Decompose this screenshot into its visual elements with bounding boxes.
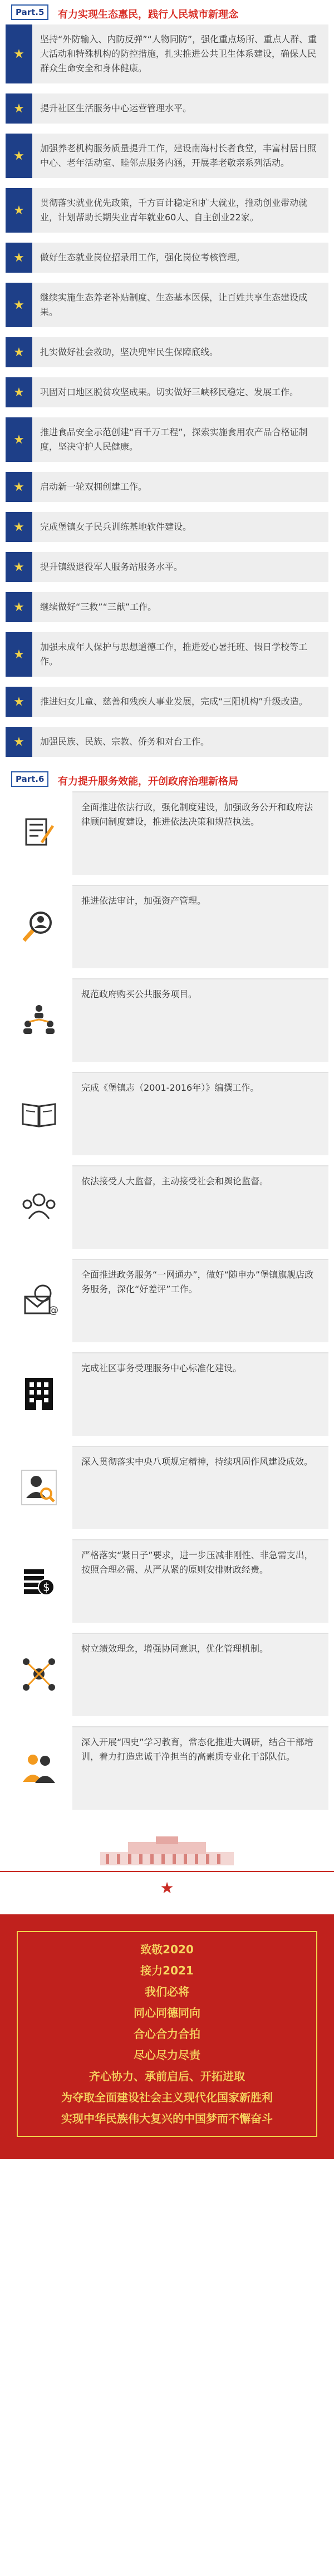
- closing-line: 致敬2020: [140, 1943, 194, 1956]
- star-icon: ★: [6, 283, 32, 327]
- star-icon: ★: [6, 472, 32, 502]
- star-icon: ★: [6, 632, 32, 677]
- section5-item: [6, 592, 328, 622]
- banner-divider: [0, 1871, 334, 1872]
- section6-row: [6, 885, 328, 968]
- section5-item-text: 做好生态就业岗位招录用工作，强化岗位考核管理。: [40, 252, 245, 263]
- star-icon: ★: [6, 687, 32, 717]
- star-icon: ★: [6, 552, 32, 582]
- people-group-icon: [6, 1165, 72, 1249]
- closing-frame: [17, 1931, 317, 2137]
- section6-row: [6, 1633, 328, 1716]
- closing-line: 齐心协力、承前启后、开拓进取: [89, 2070, 245, 2083]
- star-icon: ★: [6, 377, 32, 407]
- section6-row-text: 树立绩效理念，增强协同意识，优化管理机制。: [72, 1633, 328, 1716]
- section5-item: [6, 472, 328, 502]
- star-icon: ★: [6, 24, 32, 83]
- star-icon: ★: [6, 417, 32, 462]
- section5-item: [6, 24, 328, 83]
- section6-row: [6, 1072, 328, 1155]
- section5-item-text: 推进食品安全示范创建“百千万工程”，探索实施食用农产品合格证制度，坚决守护人民健康。: [40, 427, 308, 452]
- section5-item-text: 继续做好“三救”“三献”工作。: [40, 602, 157, 612]
- closing-line: 我们必将: [145, 1985, 189, 1998]
- closing-line: 为夺取全面建设社会主义现代化国家新胜利: [61, 2091, 273, 2104]
- star-icon: ★: [160, 1879, 174, 1897]
- section5-item-text: 加强养老机构服务质量提升工作，建设南海村长者食堂，丰富村居日照中心、老年活动室、睦邻点服务内涵，开展孝老敬亲系列活动。: [40, 143, 317, 168]
- section5-badge: Part.5: [11, 4, 48, 20]
- section5-item: [6, 552, 328, 582]
- section6-row: [6, 978, 328, 1062]
- star-icon: ★: [6, 337, 32, 367]
- section5-item-text: 启动新一轮双拥创建工作。: [40, 481, 148, 492]
- magnifier-head-icon: [6, 885, 72, 968]
- svg-text:$: $: [43, 1580, 50, 1594]
- open-book-icon: [6, 1072, 72, 1155]
- star-icon: ★: [6, 243, 32, 273]
- people-network-icon: [6, 978, 72, 1062]
- section6-header: [4, 767, 330, 791]
- section5-item-text: 完成堡镇女子民兵训练基地软件建设。: [40, 521, 192, 532]
- star-icon: ★: [6, 592, 32, 622]
- section5-title: 有力实现生态惠民，践行人民城市新理念: [58, 9, 238, 21]
- section5-item-text: 贯彻落实就业优先政策，千方百计稳定和扩大就业，推动创业带动就业，计划帮助长期失业青年就业60人、自主创业22家。: [40, 198, 308, 223]
- section6-row-text: 依法接受人大监督，主动接受社会和舆论监督。: [72, 1165, 328, 1249]
- hall-illustration-icon: [95, 1835, 239, 1869]
- money-stack-icon: [6, 1539, 72, 1623]
- org-chart-icon: [6, 1633, 72, 1716]
- section5-item: [6, 727, 328, 757]
- section5-item: [6, 134, 328, 178]
- section6-row-text: 全面推进政务服务“一网通办”，做好“随申办”堡镇旗舰店政务服务，深化“好差评”工作。: [72, 1259, 328, 1342]
- section5-item: [6, 243, 328, 273]
- person-search-icon: [6, 1446, 72, 1529]
- section6-row: [6, 1165, 328, 1249]
- section5-item: [6, 283, 328, 327]
- star-icon: ★: [6, 93, 32, 124]
- section5-item: [6, 337, 328, 367]
- section6-row: [6, 1259, 328, 1342]
- closing-line: 合心合力合拍: [134, 2027, 200, 2041]
- section6-row-text: 规范政府购买公共服务项目。: [72, 978, 328, 1062]
- section5-item: [6, 417, 328, 462]
- section5-item-text: 继续实施生态养老补贴制度、生态基本医保，让百姓共享生态建设成果。: [40, 292, 308, 317]
- section6-row: [6, 1446, 328, 1529]
- section5-header: [4, 0, 330, 24]
- section6-badge: Part.6: [11, 771, 48, 787]
- star-icon: ★: [6, 512, 32, 542]
- section6-row-text: 深入贯彻落实中央八项规定精神，持续巩固作风建设成效。: [72, 1446, 328, 1529]
- section5-item: [6, 632, 328, 677]
- section5-item-text: 扎实做好社会救助，坚决兜牢民生保障底线。: [40, 347, 219, 357]
- section5-item-text: 提升社区生活服务中心运营管理水平。: [40, 103, 192, 114]
- section5-item-text: 加强未成年人保护与思想道德工作，推进爱心暑托班、假日学校等工作。: [40, 642, 308, 667]
- building-icon: [6, 1352, 72, 1436]
- section5-item-text: 巩固对口地区脱贫攻坚成果。切实做好三峡移民稳定、发展工作。: [40, 387, 299, 397]
- section6-row: [6, 1539, 328, 1623]
- section5-item-text: 加强民族、民族、宗教、侨务和对台工作。: [40, 736, 210, 747]
- section6-row-text: 推进依法审计，加强资产管理。: [72, 885, 328, 968]
- closing-line: 接力2021: [140, 1964, 194, 1977]
- section6-row: [6, 1352, 328, 1436]
- closing-banner: [0, 1914, 334, 2159]
- section6-row-text: 严格落实“紧日子”要求，进一步压减非刚性、非急需支出，按照合理必需、从严从紧的原则安排财政经费。: [72, 1539, 328, 1623]
- section6-list: [0, 791, 334, 1810]
- closing-line: 尽心尽力尽责: [134, 2048, 200, 2062]
- two-people-icon: [6, 1726, 72, 1810]
- section6-row: [6, 791, 328, 875]
- section6-row-text: 完成《堡镇志（2001-2016年）》编撰工作。: [72, 1072, 328, 1155]
- section5-item: [6, 188, 328, 233]
- star-icon: ★: [6, 134, 32, 178]
- section6-title: 有力提升服务效能，开创政府治理新格局: [58, 776, 238, 787]
- section6-row-text: 完成社区事务受理服务中心标准化建设。: [72, 1352, 328, 1436]
- closing-line: 同心同德同向: [134, 2006, 200, 2020]
- section6-row-text: 全面推进依法行政，强化制度建设，加强政务公开和政府法律顾问制度建设，推进依法决策和规范执法。: [72, 791, 328, 875]
- closing-line: 实现中华民族伟大复兴的中国梦而不懈奋斗: [61, 2112, 273, 2125]
- section5-item-text: 坚持“外防输入、内防反弹”“人物同防”，强化重点场所、重点人群、重大活动和特殊机构的防控措施，扎实推进公共卫生体系建设，确保人民群众生命安全和身体健康。: [40, 34, 317, 73]
- section5-item: [6, 93, 328, 124]
- banner-decoration: [0, 1820, 334, 1914]
- section6-row: [6, 1726, 328, 1810]
- globe-mail-icon: [6, 1259, 72, 1342]
- section5-item: [6, 512, 328, 542]
- section5-item-text: 提升镇级退役军人服务站服务水平。: [40, 562, 183, 572]
- svg-text:@: @: [48, 1304, 58, 1316]
- star-icon: ★: [6, 188, 32, 233]
- section6-row-text: 深入开展“四史”学习教育，常态化推进大调研，结合干部培训，着力打造忠诚干净担当的高素质专业化干部队伍。: [72, 1726, 328, 1810]
- section5-list: [0, 24, 334, 757]
- star-icon: ★: [6, 727, 32, 757]
- section5-item-text: 推进妇女儿童、慈善和残疾人事业发展，完成“三阳机构”升级改造。: [40, 696, 308, 707]
- document-pen-icon: [6, 791, 72, 875]
- section5-item: [6, 377, 328, 407]
- section5-item: [6, 687, 328, 717]
